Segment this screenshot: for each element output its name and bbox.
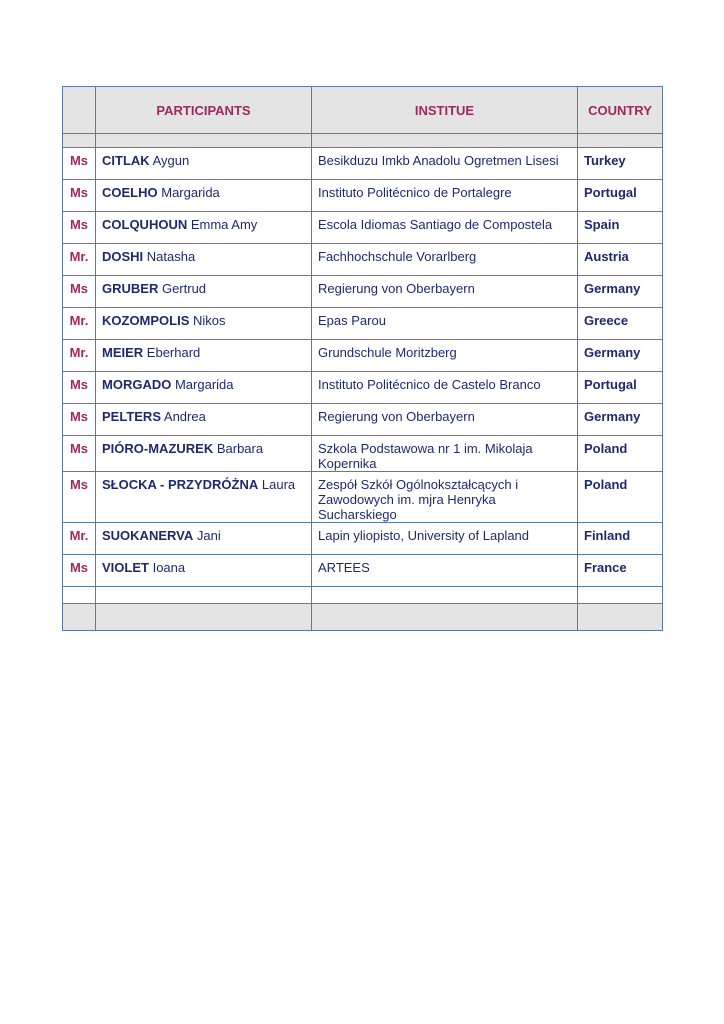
participant-institute: Regierung von Oberbayern bbox=[312, 404, 578, 436]
participant-title: Ms bbox=[63, 436, 96, 472]
participant-institute: Lapin yliopisto, University of Lapland bbox=[312, 523, 578, 555]
participant-surname: SŁOCKA - PRZYDRÓŻNA bbox=[102, 477, 259, 492]
participant-surname: MEIER bbox=[102, 345, 144, 360]
participant-title: Ms bbox=[63, 180, 96, 212]
participant-institute: Regierung von Oberbayern bbox=[312, 276, 578, 308]
participant-name bbox=[96, 244, 312, 276]
table-header-row bbox=[63, 87, 663, 134]
participant-name bbox=[96, 404, 312, 436]
participant-country: Poland bbox=[578, 436, 663, 472]
participant-title: Ms bbox=[63, 212, 96, 244]
participant-firstname: Natasha bbox=[146, 249, 196, 264]
participant-title: Ms bbox=[63, 372, 96, 404]
table-row bbox=[63, 212, 663, 244]
table-row bbox=[63, 436, 663, 472]
table-empty-row bbox=[63, 587, 663, 604]
participant-institute: Escola Idiomas Santiago de Compostela bbox=[312, 212, 578, 244]
participant-institute: Zespół Szkół Ogólnokształcących i Zawodowych im. mjra Henryka Sucharskiego bbox=[312, 472, 578, 523]
participant-name bbox=[96, 523, 312, 555]
participant-firstname: Laura bbox=[261, 477, 296, 492]
participant-title: Mr. bbox=[63, 340, 96, 372]
header-participants: PARTICIPANTS bbox=[96, 87, 312, 134]
participant-firstname: Nikos bbox=[193, 313, 226, 328]
participant-name bbox=[96, 276, 312, 308]
participant-country: Poland bbox=[578, 472, 663, 523]
participant-institute: Instituto Politécnico de Portalegre bbox=[312, 180, 578, 212]
participant-name bbox=[96, 372, 312, 404]
participant-institute: ARTEES bbox=[312, 555, 578, 587]
participant-surname: PIÓRO-MAZUREK bbox=[102, 441, 214, 456]
participant-institute: Epas Parou bbox=[312, 308, 578, 340]
participant-firstname: Gertrud bbox=[161, 281, 207, 296]
participant-name bbox=[96, 472, 312, 523]
participant-firstname: Andrea bbox=[163, 409, 206, 424]
participant-firstname: Margarida bbox=[161, 185, 220, 200]
participant-surname: COELHO bbox=[102, 185, 158, 200]
participants-table bbox=[62, 86, 663, 631]
participant-country: Germany bbox=[578, 276, 663, 308]
participant-firstname: Ioana bbox=[152, 560, 186, 575]
participant-surname: PELTERS bbox=[102, 409, 161, 424]
participant-country: Greece bbox=[578, 308, 663, 340]
participant-firstname: Jani bbox=[196, 528, 221, 543]
participant-institute: Fachhochschule Vorarlberg bbox=[312, 244, 578, 276]
participant-country: Portugal bbox=[578, 180, 663, 212]
participant-institute: Besikduzu Imkb Anadolu Ogretmen Lisesi bbox=[312, 148, 578, 180]
participant-surname: KOZOMPOLIS bbox=[102, 313, 190, 328]
participant-firstname: Margarida bbox=[174, 377, 234, 392]
participant-title: Mr. bbox=[63, 308, 96, 340]
participant-title: Ms bbox=[63, 404, 96, 436]
participant-country: Spain bbox=[578, 212, 663, 244]
participant-title: Ms bbox=[63, 555, 96, 587]
participant-surname: COLQUHOUN bbox=[102, 217, 188, 232]
participant-country: Finland bbox=[578, 523, 663, 555]
participant-country: Germany bbox=[578, 340, 663, 372]
participant-title: Mr. bbox=[63, 244, 96, 276]
participant-firstname: Barbara bbox=[216, 441, 264, 456]
participant-country: Turkey bbox=[578, 148, 663, 180]
participant-name bbox=[96, 436, 312, 472]
table-row bbox=[63, 472, 663, 523]
participant-name bbox=[96, 340, 312, 372]
participant-title: Mr. bbox=[63, 523, 96, 555]
participant-name bbox=[96, 308, 312, 340]
participant-firstname: Aygun bbox=[152, 153, 190, 168]
table-row bbox=[63, 308, 663, 340]
header-title bbox=[63, 87, 96, 134]
table-row bbox=[63, 555, 663, 587]
participant-surname: SUOKANERVA bbox=[102, 528, 194, 543]
participant-firstname: Eberhard bbox=[146, 345, 201, 360]
participant-title: Ms bbox=[63, 148, 96, 180]
participant-institute: Grundschule Moritzberg bbox=[312, 340, 578, 372]
participant-surname: DOSHI bbox=[102, 249, 144, 264]
table-row bbox=[63, 180, 663, 212]
participant-name bbox=[96, 212, 312, 244]
participant-title: Ms bbox=[63, 276, 96, 308]
table-row bbox=[63, 523, 663, 555]
table-row bbox=[63, 340, 663, 372]
header-institute: INSTITUE bbox=[312, 87, 578, 134]
participant-institute: Szkola Podstawowa nr 1 im. Mikolaja Kopernika bbox=[312, 436, 578, 472]
participant-name bbox=[96, 180, 312, 212]
participant-name bbox=[96, 555, 312, 587]
participant-country: Germany bbox=[578, 404, 663, 436]
participant-surname: VIOLET bbox=[102, 560, 149, 575]
participant-title: Ms bbox=[63, 472, 96, 523]
table-row bbox=[63, 276, 663, 308]
participant-surname: MORGADO bbox=[102, 377, 172, 392]
participant-firstname: Emma Amy bbox=[190, 217, 258, 232]
participant-name bbox=[96, 148, 312, 180]
participant-country: Portugal bbox=[578, 372, 663, 404]
participant-institute: Instituto Politécnico de Castelo Branco bbox=[312, 372, 578, 404]
table-row bbox=[63, 404, 663, 436]
table-footer-row bbox=[63, 604, 663, 631]
participant-surname: GRUBER bbox=[102, 281, 159, 296]
participant-country: Austria bbox=[578, 244, 663, 276]
participant-country: France bbox=[578, 555, 663, 587]
table-row bbox=[63, 244, 663, 276]
header-country: COUNTRY bbox=[578, 87, 663, 134]
participant-surname: CITLAK bbox=[102, 153, 150, 168]
table-row bbox=[63, 148, 663, 180]
table-spacer-row bbox=[63, 134, 663, 148]
table-row bbox=[63, 372, 663, 404]
